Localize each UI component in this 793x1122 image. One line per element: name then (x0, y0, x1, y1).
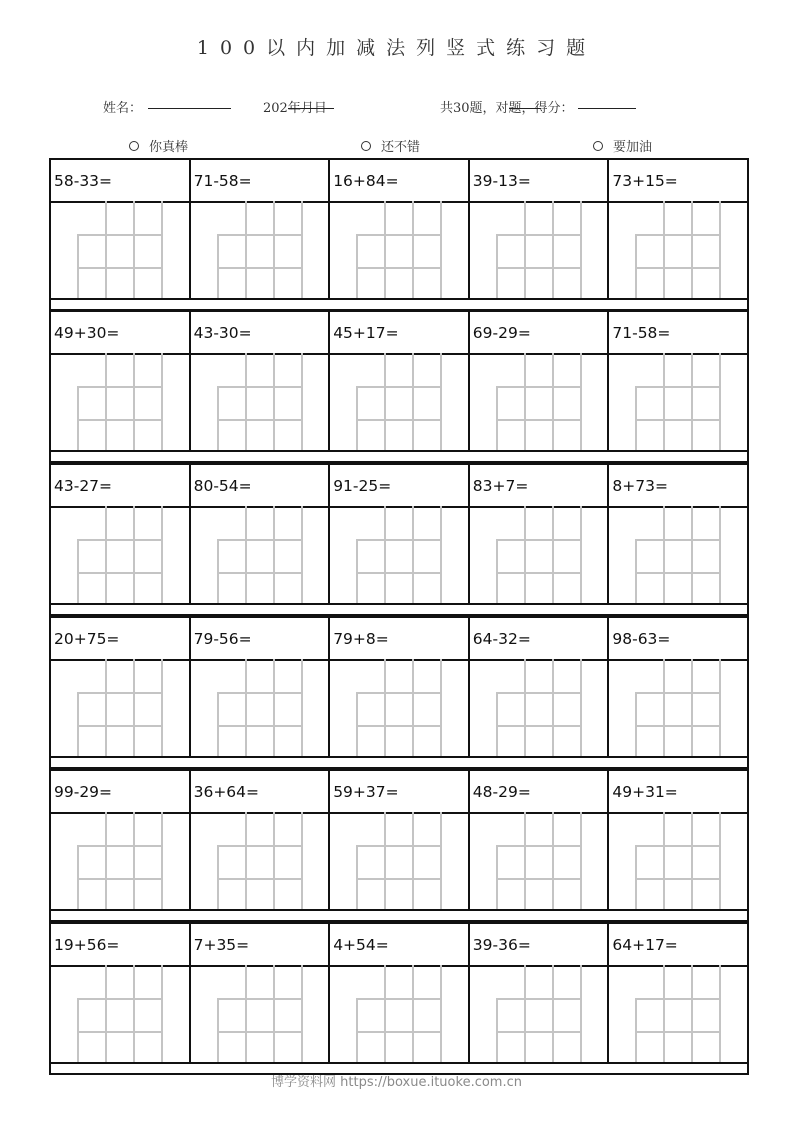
answer-row (49, 353, 749, 452)
score-blank[interactable] (578, 97, 636, 109)
grid-line (496, 845, 582, 847)
vertical-calc-box[interactable] (470, 201, 610, 300)
equation-cell: 69-29= (470, 312, 610, 355)
equation-cell: 39-13= (470, 160, 610, 203)
student-info-line (0, 97, 793, 117)
vertical-calc-box[interactable] (330, 659, 470, 758)
grid-line (663, 965, 665, 1062)
day-label: 日 (313, 101, 327, 116)
grid-line (77, 234, 79, 298)
grid-line (552, 506, 554, 603)
rating-option-great[interactable] (129, 136, 188, 155)
equation-cell: 8+73= (609, 465, 749, 508)
grid-line (217, 386, 219, 450)
grid-line (301, 353, 303, 450)
equation-cell: 49+31= (609, 771, 749, 814)
equation-cell: 98-63= (609, 618, 749, 661)
equation-cell: 99-29= (51, 771, 191, 814)
vertical-calc-box[interactable] (330, 506, 470, 605)
vertical-calc-box[interactable] (609, 965, 749, 1064)
grid-line (496, 692, 498, 756)
grid-line (691, 812, 693, 909)
equation-cell: 43-27= (51, 465, 191, 508)
grid-line (635, 572, 721, 574)
grid-line (77, 998, 163, 1000)
grid-line (496, 386, 498, 450)
grid-line (161, 659, 163, 756)
grid-line (635, 386, 637, 450)
grid-line (105, 201, 107, 298)
equation-cell: 20+75= (51, 618, 191, 661)
total-prefix: 共30题，对 (440, 101, 509, 116)
month-label: 月 (300, 101, 314, 116)
grid-line (496, 386, 582, 388)
grid-line (161, 812, 163, 909)
grid-line (384, 201, 386, 298)
grid-line (356, 998, 358, 1062)
vertical-calc-box[interactable] (191, 506, 331, 605)
grid-line (217, 386, 303, 388)
grid-line (356, 539, 442, 541)
grid-line (356, 234, 358, 298)
grid-line (77, 386, 79, 450)
footer-watermark: 博学资料网 https://boxue.ituoke.com.cn (271, 1075, 522, 1090)
grid-line (77, 878, 163, 880)
grid-line (496, 878, 582, 880)
grid-line (105, 812, 107, 909)
grid-line (77, 234, 163, 236)
equation-row (49, 922, 749, 965)
grid-line (356, 845, 358, 909)
vertical-calc-box[interactable] (51, 659, 191, 758)
circle-outline-icon[interactable] (593, 141, 603, 151)
equation-cell: 59+37= (330, 771, 470, 814)
grid-line (217, 267, 303, 269)
grid-line (719, 659, 721, 756)
equation-cell: 39-36= (470, 924, 610, 967)
equation-cell: 79-56= (191, 618, 331, 661)
grid-line (663, 506, 665, 603)
rating-options (0, 136, 793, 154)
grid-line (217, 234, 303, 236)
grid-line (524, 353, 526, 450)
vertical-calc-box[interactable] (191, 353, 331, 452)
grid-line (635, 539, 637, 603)
grid-line (105, 659, 107, 756)
equation-cell: 80-54= (191, 465, 331, 508)
grid-line (356, 267, 442, 269)
answer-row (49, 201, 749, 300)
grid-line (524, 965, 526, 1062)
grid-line (412, 201, 414, 298)
vertical-calc-box[interactable] (51, 506, 191, 605)
grid-line (356, 1031, 442, 1033)
grid-line (635, 539, 721, 541)
grid-line (635, 1031, 721, 1033)
grid-line (356, 692, 358, 756)
grid-line (384, 506, 386, 603)
vertical-calc-box[interactable] (470, 659, 610, 758)
grid-line (217, 692, 219, 756)
grid-line (133, 201, 135, 298)
grid-line (77, 539, 79, 603)
grid-line (496, 998, 498, 1062)
grid-line (635, 386, 721, 388)
grid-line (161, 201, 163, 298)
grid-line (412, 353, 414, 450)
grid-line (245, 659, 247, 756)
vertical-calc-box[interactable] (330, 965, 470, 1064)
vertical-calc-box[interactable] (609, 812, 749, 911)
grid-line (635, 234, 721, 236)
grid-line (580, 965, 582, 1062)
equation-cell: 16+84= (330, 160, 470, 203)
grid-line (217, 998, 219, 1062)
grid-line (412, 659, 414, 756)
grid-line (580, 659, 582, 756)
grid-line (412, 506, 414, 603)
equation-cell: 45+17= (330, 312, 470, 355)
grid-line (301, 812, 303, 909)
grid-line (663, 659, 665, 756)
grid-line (161, 965, 163, 1062)
grid-line (524, 812, 526, 909)
row-separator (49, 452, 749, 463)
grid-line (663, 201, 665, 298)
grid-line (580, 353, 582, 450)
vertical-calc-box[interactable] (191, 965, 331, 1064)
grid-line (496, 725, 582, 727)
grid-line (245, 353, 247, 450)
grid-line (245, 965, 247, 1062)
equation-cell: 7+35= (191, 924, 331, 967)
grid-line (301, 659, 303, 756)
grid-line (719, 506, 721, 603)
grid-line (356, 539, 358, 603)
rating-option-good[interactable] (361, 136, 420, 155)
equation-row (49, 158, 749, 201)
equation-cell: 71-58= (609, 312, 749, 355)
grid-line (356, 878, 442, 880)
equation-row (49, 616, 749, 659)
grid-line (440, 659, 442, 756)
grid-line (217, 234, 219, 298)
equation-cell: 91-25= (330, 465, 470, 508)
grid-line (273, 659, 275, 756)
grid-line (384, 965, 386, 1062)
grid-line (273, 812, 275, 909)
grid-line (217, 419, 303, 421)
grid-line (133, 506, 135, 603)
grid-line (384, 812, 386, 909)
grid-line (496, 234, 582, 236)
grid-line (635, 998, 721, 1000)
grid-line (412, 812, 414, 909)
row-separator (49, 605, 749, 616)
grid-line (635, 692, 721, 694)
equation-cell: 58-33= (51, 160, 191, 203)
grid-line (552, 353, 554, 450)
grid-line (217, 845, 219, 909)
grid-line (77, 845, 163, 847)
vertical-calc-box[interactable] (51, 965, 191, 1064)
grid-line (440, 812, 442, 909)
grid-line (663, 353, 665, 450)
vertical-calc-box[interactable] (330, 812, 470, 911)
grid-line (440, 201, 442, 298)
grid-line (273, 965, 275, 1062)
grid-line (301, 201, 303, 298)
name-field[interactable] (103, 97, 142, 116)
grid-line (217, 998, 303, 1000)
grid-line (273, 506, 275, 603)
grid-line (440, 965, 442, 1062)
vertical-calc-box[interactable] (609, 353, 749, 452)
equation-cell: 64-32= (470, 618, 610, 661)
grid-line (356, 998, 442, 1000)
grid-line (217, 539, 219, 603)
grid-line (217, 878, 303, 880)
grid-line (77, 1031, 163, 1033)
grid-line (356, 386, 358, 450)
grid-line (496, 998, 582, 1000)
grid-line (440, 506, 442, 603)
row-separator (49, 758, 749, 769)
grid-line (245, 812, 247, 909)
grid-line (217, 572, 303, 574)
grid-line (719, 353, 721, 450)
grid-line (384, 659, 386, 756)
grid-line (580, 812, 582, 909)
grid-line (635, 267, 721, 269)
grid-line (496, 845, 498, 909)
circle-outline-icon[interactable] (361, 141, 371, 151)
vertical-calc-box[interactable] (51, 201, 191, 300)
equation-row (49, 769, 749, 812)
grid-line (77, 572, 163, 574)
grid-line (691, 353, 693, 450)
grid-line (105, 353, 107, 450)
equation-cell: 71-58= (191, 160, 331, 203)
grid-line (691, 506, 693, 603)
grid-line (635, 998, 637, 1062)
grid-line (356, 386, 442, 388)
grid-line (245, 201, 247, 298)
vertical-calc-box[interactable] (51, 353, 191, 452)
day-blank[interactable] (314, 97, 334, 109)
name-label: 姓名： (103, 101, 143, 116)
grid-line (719, 965, 721, 1062)
grid-line (356, 725, 442, 727)
equation-cell: 43-30= (191, 312, 331, 355)
equation-cell: 64+17= (609, 924, 749, 967)
grid-line (496, 539, 582, 541)
vertical-calc-box[interactable] (191, 201, 331, 300)
equation-cell: 79+8= (330, 618, 470, 661)
grid-line (77, 998, 79, 1062)
equation-row (49, 463, 749, 506)
grid-line (77, 692, 79, 756)
grid-line (301, 965, 303, 1062)
grid-line (663, 812, 665, 909)
vertical-calc-box[interactable] (191, 812, 331, 911)
grid-line (301, 506, 303, 603)
worksheet-title: 100以内加减法列竖式练习题 (196, 37, 597, 59)
grid-line (133, 812, 135, 909)
grid-line (133, 965, 135, 1062)
rating-label: 还不错 (381, 140, 421, 155)
circle-outline-icon[interactable] (129, 141, 139, 151)
answer-row (49, 965, 749, 1064)
grid-line (356, 572, 442, 574)
grid-line (691, 201, 693, 298)
grid-line (77, 267, 163, 269)
date-field[interactable] (263, 97, 327, 116)
grid-line (217, 725, 303, 727)
grid-line (105, 506, 107, 603)
vertical-calc-box[interactable] (470, 965, 610, 1064)
equation-row (49, 310, 749, 353)
grid-line (77, 419, 163, 421)
grid-line (217, 1031, 303, 1033)
grid-line (77, 845, 79, 909)
vertical-calc-box[interactable] (191, 659, 331, 758)
grid-line (412, 965, 414, 1062)
grid-line (524, 659, 526, 756)
grid-line (524, 201, 526, 298)
grid-line (217, 539, 303, 541)
grid-line (440, 353, 442, 450)
vertical-calc-box[interactable] (51, 812, 191, 911)
grid-line (635, 845, 637, 909)
grid-line (552, 659, 554, 756)
grid-line (635, 878, 721, 880)
grid-line (273, 353, 275, 450)
grid-line (524, 506, 526, 603)
year-label: 年 (287, 101, 301, 116)
year-prefix: 202 (263, 101, 288, 116)
vertical-calc-box[interactable] (609, 201, 749, 300)
grid-line (496, 572, 582, 574)
grid-line (719, 201, 721, 298)
answer-row (49, 812, 749, 911)
grid-line (635, 725, 721, 727)
vertical-calc-box[interactable] (470, 353, 610, 452)
total-suffix: 题，得分： (508, 101, 574, 116)
rating-label: 你真棒 (149, 140, 189, 155)
grid-line (273, 201, 275, 298)
grid-line (496, 539, 498, 603)
rating-label: 要加油 (613, 140, 653, 155)
grid-line (356, 419, 442, 421)
grid-line (133, 659, 135, 756)
rating-option-try-harder[interactable] (593, 136, 652, 155)
grid-line (161, 506, 163, 603)
grid-line (217, 692, 303, 694)
equation-cell: 73+15= (609, 160, 749, 203)
grid-line (635, 419, 721, 421)
grid-line (77, 692, 163, 694)
grid-line (635, 692, 637, 756)
grid-line (719, 812, 721, 909)
vertical-calc-box[interactable] (330, 201, 470, 300)
grid-line (496, 234, 498, 298)
grid-line (105, 965, 107, 1062)
grid-line (77, 725, 163, 727)
vertical-calc-box[interactable] (470, 812, 610, 911)
grid-line (691, 659, 693, 756)
grid-line (245, 506, 247, 603)
equation-cell: 19+56= (51, 924, 191, 967)
grid-line (580, 506, 582, 603)
equation-cell: 48-29= (470, 771, 610, 814)
vertical-calc-box[interactable] (330, 353, 470, 452)
grid-line (217, 845, 303, 847)
vertical-calc-box[interactable] (609, 659, 749, 758)
grid-line (356, 692, 442, 694)
equation-cell: 49+30= (51, 312, 191, 355)
correct-count-blank[interactable] (509, 97, 541, 109)
vertical-calc-box[interactable] (470, 506, 610, 605)
answer-row (49, 506, 749, 605)
score-field[interactable] (440, 97, 574, 116)
grid-line (384, 353, 386, 450)
grid-line (635, 845, 721, 847)
grid-line (496, 267, 582, 269)
grid-line (496, 1031, 582, 1033)
grid-line (496, 692, 582, 694)
grid-line (77, 539, 163, 541)
row-separator (49, 911, 749, 922)
equation-cell: 36+64= (191, 771, 331, 814)
grid-line (552, 201, 554, 298)
grid-line (635, 234, 637, 298)
name-blank[interactable] (148, 97, 231, 109)
grid-line (496, 419, 582, 421)
grid-line (691, 965, 693, 1062)
grid-line (580, 201, 582, 298)
grid-line (161, 353, 163, 450)
vertical-calc-box[interactable] (609, 506, 749, 605)
grid-line (77, 386, 163, 388)
grid-line (552, 812, 554, 909)
answer-row (49, 659, 749, 758)
equation-cell: 4+54= (330, 924, 470, 967)
grid-line (356, 234, 442, 236)
grid-line (552, 965, 554, 1062)
grid-line (356, 845, 442, 847)
equation-cell: 83+7= (470, 465, 610, 508)
grid-line (133, 353, 135, 450)
